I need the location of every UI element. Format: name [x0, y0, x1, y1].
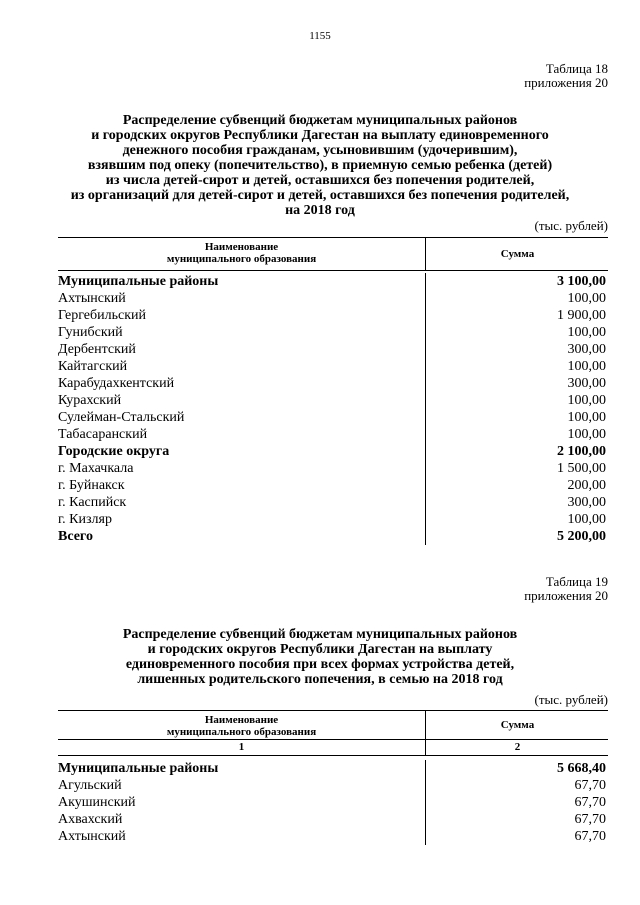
- t19-title-line: Распределение субвенций бюджетам муниципальных районов: [122, 627, 518, 642]
- table18-ref-line1: Таблица 18: [545, 61, 608, 76]
- row-name: г. Махачкала: [58, 461, 134, 476]
- row-value: 300,00: [426, 375, 609, 392]
- table-row: [58, 392, 608, 409]
- row-name: Всего: [58, 529, 93, 544]
- row-name: г. Буйнакск: [58, 478, 125, 493]
- table-row: [58, 307, 608, 324]
- table-row: [58, 811, 608, 828]
- table19-col-num1: 1: [238, 741, 245, 753]
- row-name: Ахтынский: [58, 829, 126, 844]
- row-value: 300,00: [426, 341, 609, 358]
- row-value: 67,70: [426, 777, 609, 794]
- t18-title-line: на 2018 год: [285, 203, 355, 218]
- row-value: 1 500,00: [426, 460, 609, 477]
- table19-col-name-line2: муниципального образования: [166, 726, 317, 738]
- table18: [58, 273, 608, 545]
- table19-ref-line1: Таблица 19: [545, 574, 608, 589]
- row-name: Ахтынский: [58, 291, 126, 306]
- t19-title-line: лишенных родительского попечения, в семью на 2018 год: [137, 672, 503, 687]
- row-name: г. Кизляр: [58, 512, 112, 527]
- table19-col-sum-header: Сумма: [425, 711, 609, 739]
- table-row: [58, 290, 608, 307]
- table19-unit: (тыс. рублей): [534, 692, 608, 707]
- row-value: 2 100,00: [426, 443, 609, 460]
- table18-col-sum-header: Сумма: [425, 238, 609, 270]
- row-name: Сулейман-Стальский: [58, 410, 185, 425]
- row-value: 100,00: [426, 392, 609, 409]
- table-row: [58, 375, 608, 392]
- table-row: [58, 760, 608, 777]
- row-value: 100,00: [426, 511, 609, 528]
- row-name: Агульский: [58, 778, 122, 793]
- t18-title-line: из организаций для детей-сирот и детей, оставшихся без попечения родителей,: [70, 188, 570, 203]
- row-name: Табасаранский: [58, 427, 148, 442]
- row-value: 5 200,00: [426, 528, 609, 545]
- row-name: Городские округа: [58, 444, 170, 459]
- row-value: 67,70: [426, 794, 609, 811]
- table18-reference: [524, 62, 608, 90]
- table-row: [58, 460, 608, 477]
- row-value: 100,00: [426, 426, 609, 443]
- row-value: 200,00: [426, 477, 609, 494]
- table19-header: [58, 710, 608, 756]
- row-name: Муниципальные районы: [58, 274, 219, 289]
- table19-title: [40, 627, 600, 687]
- row-value: 300,00: [426, 494, 609, 511]
- table-row: [58, 477, 608, 494]
- row-value: 1 900,00: [426, 307, 609, 324]
- row-name: Кайтагский: [58, 359, 128, 374]
- row-name: Гунибский: [58, 325, 123, 340]
- table18-col-name-line2: муниципального образования: [166, 253, 317, 265]
- table-row: [58, 426, 608, 443]
- row-value: 67,70: [426, 828, 609, 845]
- table19-col-num2: 2: [425, 740, 609, 755]
- t18-title-line: взявшим под опеку (попечительство), в приемную семью ребенка (детей): [87, 158, 553, 173]
- table-row: [58, 273, 608, 290]
- table-row: [58, 324, 608, 341]
- table18-col-name-line1: Наименование: [204, 241, 279, 253]
- table-row: [58, 794, 608, 811]
- row-name: г. Каспийск: [58, 495, 127, 510]
- table18-ref-line2: приложения 20: [524, 75, 608, 90]
- t18-title-line: и городских округов Республики Дагестан на выплату единовременного: [91, 128, 549, 143]
- table-row: [58, 528, 608, 545]
- row-name: Ахвахский: [58, 812, 123, 827]
- row-name: Курахский: [58, 393, 122, 408]
- table19-reference: [524, 575, 608, 603]
- row-name: Муниципальные районы: [58, 761, 219, 776]
- t19-title-line: и городских округов Республики Дагестан на выплату: [147, 642, 493, 657]
- table19-ref-line2: приложения 20: [524, 588, 608, 603]
- row-name: Карабудахкентский: [58, 376, 175, 391]
- table-row: [58, 511, 608, 528]
- table18-col-name-header: [58, 241, 425, 265]
- table-row: [58, 443, 608, 460]
- table18-title: [40, 113, 600, 218]
- row-value: 100,00: [426, 290, 609, 307]
- table18-unit: (тыс. рублей): [534, 218, 608, 233]
- row-value: 100,00: [426, 358, 609, 375]
- t19-title-line: единовременного пособия при всех формах устройства детей,: [125, 657, 515, 672]
- table19-col-name-header: [58, 714, 425, 738]
- t18-title-line: из числа детей-сирот и детей, оставшихся без попечения родителей,: [105, 173, 535, 188]
- t18-title-line: Распределение субвенций бюджетам муниципальных районов: [122, 113, 518, 128]
- table-row: [58, 828, 608, 845]
- row-value: 5 668,40: [426, 760, 609, 777]
- table19-col-name-line1: Наименование: [204, 714, 279, 726]
- table18-header: [58, 237, 608, 271]
- table19: [58, 760, 608, 845]
- row-value: 3 100,00: [426, 273, 609, 290]
- table-row: [58, 358, 608, 375]
- row-name: Дербентский: [58, 342, 136, 357]
- t18-title-line: денежного пособия гражданам, усыновившим (удочерившим),: [122, 143, 518, 158]
- row-value: 67,70: [426, 811, 609, 828]
- row-name: Акушинский: [58, 795, 136, 810]
- row-value: 100,00: [426, 324, 609, 341]
- table-row: [58, 494, 608, 511]
- table-row: [58, 341, 608, 358]
- table-row: [58, 777, 608, 794]
- row-name: Гергебильский: [58, 308, 146, 323]
- row-value: 100,00: [426, 409, 609, 426]
- page-number: 1155: [309, 30, 331, 42]
- table-row: [58, 409, 608, 426]
